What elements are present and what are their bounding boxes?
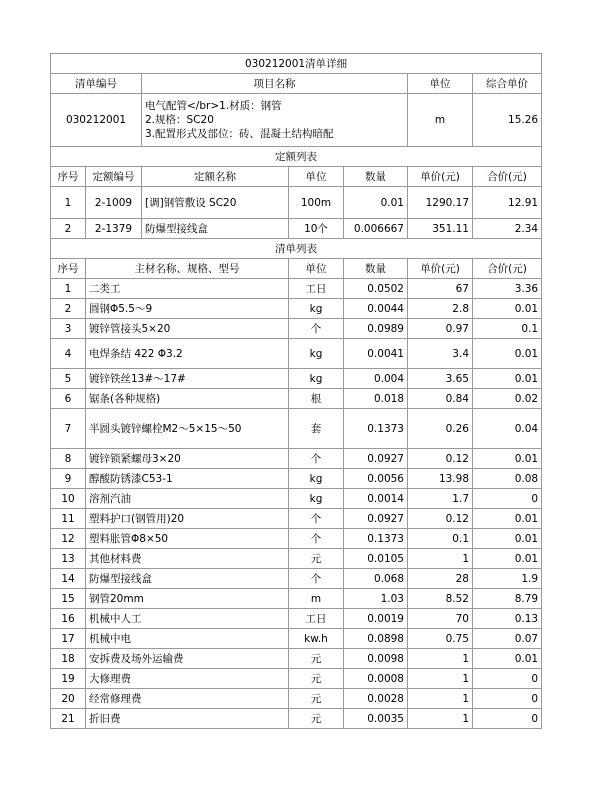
material-cell: 0.1 xyxy=(408,529,473,549)
material-cell: 4 xyxy=(51,339,86,369)
material-cell: 67 xyxy=(408,279,473,299)
material-cell: 元 xyxy=(289,649,344,669)
material-cell: 0.01 xyxy=(473,649,542,669)
material-cell: 0.0028 xyxy=(344,689,408,709)
material-cell: 圆钢Φ5.5～9 xyxy=(86,299,289,319)
quota-cell: 防爆型接线盒 xyxy=(142,219,289,239)
item-name xyxy=(142,94,408,147)
material-row xyxy=(51,279,542,299)
material-cell: 其他材料费 xyxy=(86,549,289,569)
material-header-cell: 数量 xyxy=(344,259,408,279)
material-header-cell: 主材名称、规格、型号 xyxy=(86,259,289,279)
material-cell: 15 xyxy=(51,589,86,609)
material-cell: 醇酸防锈漆C53-1 xyxy=(86,469,289,489)
material-row xyxy=(51,689,542,709)
material-cell: 0.0008 xyxy=(344,669,408,689)
material-row xyxy=(51,489,542,509)
material-cell: 0.0898 xyxy=(344,629,408,649)
material-cell: 个 xyxy=(289,319,344,339)
material-cell: 21 xyxy=(51,709,86,729)
material-cell: 14 xyxy=(51,569,86,589)
material-cell: 19 xyxy=(51,669,86,689)
material-cell: 镀锌铁丝13#～17# xyxy=(86,369,289,389)
material-cell: 个 xyxy=(289,569,344,589)
material-cell: 0.84 xyxy=(408,389,473,409)
material-cell: 机械中人工 xyxy=(86,609,289,629)
quota-cell: 2.34 xyxy=(473,219,542,239)
material-cell: 0.0989 xyxy=(344,319,408,339)
material-row xyxy=(51,389,542,409)
material-cell: 0.12 xyxy=(408,509,473,529)
quota-cell: 100m xyxy=(289,187,344,219)
quota-cell: 2-1379 xyxy=(86,219,142,239)
material-cell: 0.07 xyxy=(473,629,542,649)
header-name-label: 项目名称 xyxy=(142,74,408,94)
material-cell: 防爆型接线盒 xyxy=(86,569,289,589)
material-cell: 0.0014 xyxy=(344,489,408,509)
material-header-cell: 单价(元) xyxy=(408,259,473,279)
material-cell: 折旧费 xyxy=(86,709,289,729)
material-row xyxy=(51,409,542,449)
material-header-cell: 序号 xyxy=(51,259,86,279)
material-cell: 0.13 xyxy=(473,609,542,629)
material-cell: 根 xyxy=(289,389,344,409)
material-row xyxy=(51,339,542,369)
material-row xyxy=(51,469,542,489)
item-code: 030212001 xyxy=(51,94,142,147)
material-row xyxy=(51,589,542,609)
material-cell: 元 xyxy=(289,709,344,729)
material-cell: 0.26 xyxy=(408,409,473,449)
material-cell: 二类工 xyxy=(86,279,289,299)
item-name-line: 2.规格：SC20 xyxy=(145,114,214,126)
material-cell: 元 xyxy=(289,549,344,569)
material-cell: 0.01 xyxy=(473,299,542,319)
material-cell: 1 xyxy=(408,669,473,689)
material-header-cell: 单位 xyxy=(289,259,344,279)
material-cell: 0.0105 xyxy=(344,549,408,569)
material-cell: 0.1373 xyxy=(344,409,408,449)
material-cell: 0.01 xyxy=(473,449,542,469)
material-row xyxy=(51,569,542,589)
quota-cell: 351.11 xyxy=(408,219,473,239)
material-cell: 0.08 xyxy=(473,469,542,489)
material-cell: kg xyxy=(289,489,344,509)
material-cell: m xyxy=(289,589,344,609)
header-code-label: 清单编号 xyxy=(51,74,142,94)
material-cell: 0.01 xyxy=(473,339,542,369)
material-cell: 8 xyxy=(51,449,86,469)
quota-cell: 2 xyxy=(51,219,86,239)
quota-section-title: 定额列表 xyxy=(51,147,542,167)
material-cell: 经常修理费 xyxy=(86,689,289,709)
material-cell: 2.8 xyxy=(408,299,473,319)
material-cell: 0.01 xyxy=(473,369,542,389)
material-cell: 13.98 xyxy=(408,469,473,489)
material-cell: 0.0927 xyxy=(344,449,408,469)
material-cell: 3 xyxy=(51,319,86,339)
material-row xyxy=(51,709,542,729)
material-cell: 0.1 xyxy=(473,319,542,339)
material-cell: 塑料胀管Φ8×50 xyxy=(86,529,289,549)
material-cell: 机械中电 xyxy=(86,629,289,649)
quota-header-cell: 单价(元) xyxy=(408,167,473,187)
quota-header-cell: 定额名称 xyxy=(142,167,289,187)
quota-cell: 12.91 xyxy=(473,187,542,219)
material-row xyxy=(51,299,542,319)
material-cell: 0.75 xyxy=(408,629,473,649)
material-cell: 安拆费及场外运输费 xyxy=(86,649,289,669)
quota-cell: 2-1009 xyxy=(86,187,142,219)
material-cell: 0.02 xyxy=(473,389,542,409)
material-row xyxy=(51,509,542,529)
material-cell: 1.03 xyxy=(344,589,408,609)
material-cell: 11 xyxy=(51,509,86,529)
material-row xyxy=(51,669,542,689)
quota-cell: 1 xyxy=(51,187,86,219)
quota-header-cell: 序号 xyxy=(51,167,86,187)
material-cell: kg xyxy=(289,299,344,319)
material-cell: 镀锌锁紧螺母3×20 xyxy=(86,449,289,469)
material-cell: 20 xyxy=(51,689,86,709)
material-cell: 套 xyxy=(289,409,344,449)
material-cell: 0.0035 xyxy=(344,709,408,729)
material-cell: 9 xyxy=(51,469,86,489)
material-cell: 0.01 xyxy=(473,509,542,529)
material-cell: 个 xyxy=(289,529,344,549)
material-cell: 0.04 xyxy=(473,409,542,449)
material-cell: 10 xyxy=(51,489,86,509)
quota-row xyxy=(51,187,542,219)
material-cell: 3.4 xyxy=(408,339,473,369)
material-cell: kg xyxy=(289,339,344,369)
material-header-row xyxy=(51,259,542,279)
material-row xyxy=(51,549,542,569)
item-name-line: 电气配管</br>1.材质：钢管 xyxy=(145,100,282,112)
item-name-line: 3.配置形式及部位：砖、混凝土结构暗配 xyxy=(145,128,334,140)
material-section-title: 清单列表 xyxy=(51,239,542,259)
quota-header-cell: 定额编号 xyxy=(86,167,142,187)
material-cell: 塑料护口(钢管用)20 xyxy=(86,509,289,529)
material-cell: 5 xyxy=(51,369,86,389)
material-header-cell: 合价(元) xyxy=(473,259,542,279)
material-row xyxy=(51,609,542,629)
material-row xyxy=(51,449,542,469)
item-unit: m xyxy=(408,94,473,147)
quota-header-cell: 数量 xyxy=(344,167,408,187)
material-cell: 0.97 xyxy=(408,319,473,339)
material-cell: 钢管20mm xyxy=(86,589,289,609)
material-cell: 溶剂汽油 xyxy=(86,489,289,509)
material-cell: 3.65 xyxy=(408,369,473,389)
material-row xyxy=(51,649,542,669)
material-cell: 0.0041 xyxy=(344,339,408,369)
material-cell: 1 xyxy=(408,649,473,669)
material-cell: 0 xyxy=(473,489,542,509)
material-cell: 1 xyxy=(408,709,473,729)
material-cell: 3.36 xyxy=(473,279,542,299)
table-title: 030212001清单详细 xyxy=(51,54,542,74)
material-row xyxy=(51,529,542,549)
material-cell: 工日 xyxy=(289,279,344,299)
material-cell: 0 xyxy=(473,689,542,709)
material-cell: 个 xyxy=(289,449,344,469)
material-cell: 2 xyxy=(51,299,86,319)
material-cell: 工日 xyxy=(289,609,344,629)
quota-cell: 0.006667 xyxy=(344,219,408,239)
material-cell: 大修理费 xyxy=(86,669,289,689)
quota-cell: 10个 xyxy=(289,219,344,239)
material-cell: 0.01 xyxy=(473,529,542,549)
material-cell: 12 xyxy=(51,529,86,549)
material-cell: 0 xyxy=(473,669,542,689)
quota-cell: 0.01 xyxy=(344,187,408,219)
material-cell: 元 xyxy=(289,669,344,689)
material-cell: 0 xyxy=(473,709,542,729)
material-row xyxy=(51,629,542,649)
material-cell: 8.52 xyxy=(408,589,473,609)
material-cell: 1.9 xyxy=(473,569,542,589)
quota-header-row xyxy=(51,167,542,187)
material-cell: 8.79 xyxy=(473,589,542,609)
material-cell: 1 xyxy=(51,279,86,299)
header-unit-label: 单位 xyxy=(408,74,473,94)
quota-header-cell: 单位 xyxy=(289,167,344,187)
material-cell: kg xyxy=(289,369,344,389)
material-cell: 6 xyxy=(51,389,86,409)
quota-cell: 1290.17 xyxy=(408,187,473,219)
material-cell: 13 xyxy=(51,549,86,569)
material-cell: kw.h xyxy=(289,629,344,649)
material-cell: 镀锌管接头5×20 xyxy=(86,319,289,339)
material-cell: kg xyxy=(289,469,344,489)
material-cell: 0.01 xyxy=(473,549,542,569)
material-cell: 0.1373 xyxy=(344,529,408,549)
quota-header-cell: 合价(元) xyxy=(473,167,542,187)
material-cell: 0.018 xyxy=(344,389,408,409)
header-price-label: 综合单价 xyxy=(473,74,542,94)
material-cell: 0.0098 xyxy=(344,649,408,669)
material-cell: 18 xyxy=(51,649,86,669)
material-cell: 个 xyxy=(289,509,344,529)
material-cell: 0.0044 xyxy=(344,299,408,319)
material-cell: 1.7 xyxy=(408,489,473,509)
material-cell: 半圆头镀锌螺栓M2～5×15～50 xyxy=(86,409,289,449)
quota-row xyxy=(51,219,542,239)
material-cell: 0.0502 xyxy=(344,279,408,299)
material-row xyxy=(51,369,542,389)
material-cell: 0.068 xyxy=(344,569,408,589)
material-cell: 0.004 xyxy=(344,369,408,389)
material-cell: 17 xyxy=(51,629,86,649)
item-price: 15.26 xyxy=(473,94,542,147)
material-cell: 28 xyxy=(408,569,473,589)
quota-cell: [调]钢管敷设 SC20 xyxy=(142,187,289,219)
material-cell: 0.0056 xyxy=(344,469,408,489)
material-cell: 1 xyxy=(408,549,473,569)
material-cell: 0.0927 xyxy=(344,509,408,529)
material-cell: 锯条(各种规格) xyxy=(86,389,289,409)
material-cell: 7 xyxy=(51,409,86,449)
material-cell: 16 xyxy=(51,609,86,629)
material-cell: 70 xyxy=(408,609,473,629)
material-cell: 1 xyxy=(408,689,473,709)
material-row xyxy=(51,319,542,339)
material-cell: 0.0019 xyxy=(344,609,408,629)
material-cell: 电焊条结 422 Φ3.2 xyxy=(86,339,289,369)
material-cell: 元 xyxy=(289,689,344,709)
bill-detail-table xyxy=(50,53,542,729)
material-cell: 0.12 xyxy=(408,449,473,469)
